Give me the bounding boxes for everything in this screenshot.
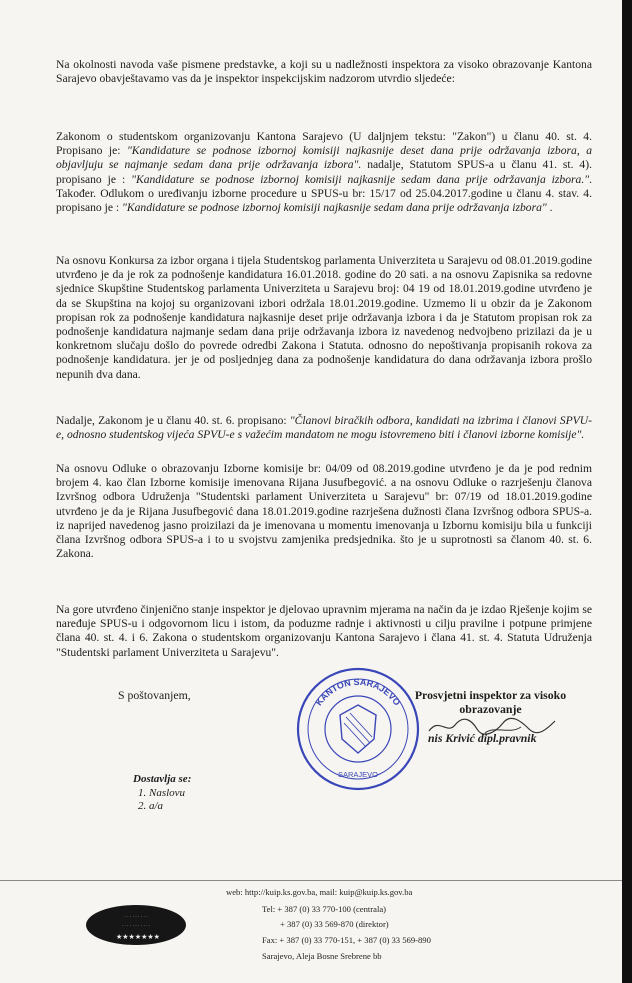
svg-text:· · · · · · · · · · ·: · · · · · · · · · · · [121,923,151,928]
footer-phone-central: Tel: + 387 (0) 33 770-100 (centrala) [262,904,387,914]
measures-paragraph: Na gore utvrđeno činjenično stanje inspektor je djelovao upravnim mjerama na način da je izdao Rješenje kojim se naređuje SPUS-u i odgovornom licu i istom, da poduzme radnje i aktivnosti u cilju pravilne i potpune primjene člana 40. st. 4. i 6. Zakona o studentskom organizovanju Kantona Sarajevo i člana 41. st. 4. Statuta Udruženja "Studentski parlament Univerziteta u Sarajevu". [56,603,592,659]
footer-address: Sarajevo, Aleja Bosne Srebrene bb [262,951,382,961]
footer-web-mail: web: http://kuip.ks.gov.ba, mail: kuip@kuip.ks.gov.ba [226,887,413,897]
stamp-center-text: SARAJEVO [337,770,379,779]
stamp-top-text: KANTON SARAJEVO [313,676,403,708]
delivery-item: 1. Naslovu [138,786,186,799]
intro-paragraph: Na okolnosti navoda vaše pismene predstavke, a koji su u nadležnosti inspektora za visoko obrazovanje Kantona Sarajevo obavještavamo vas da je inspektor inspekcijskim nadzorom utvrdio sljedeće: [56,58,592,86]
inspector-title-line: obrazovanje [459,702,522,716]
text-segment: Zakonom o studentskom organizovanju Kantona Sarajevo (U daljnjem tekstu: "Zakon") u članu 40. st. 4. Propisano je: [56,130,592,158]
svg-text:· · · · · · · · ·: · · · · · · · · · [124,914,148,919]
svg-text:KANTON SARAJEVO [314,677,403,707]
delivery-list [133,773,191,814]
inspector-title [403,688,578,716]
text-segment: . [546,201,553,215]
member-finding-paragraph: Na osnovu Odluke o obrazovanju Izborne komisije br: 04/09 od 08.2019.godine utvrđeno je da je pod rednim brojem 4. kao član Izborne komisije imenovana Rijana Jusufbegović. a na osnovu Odluke o razrješenju članova Izvršnog odbora Udruženja "Studentski parlament Univerziteta u Sarajevu" br: 07/19 od 18.01.2019.godine utvrđeno je da je Rijana Jusufbegović dana 18.01.2019.godine razrješena dužnosti člana Izvršnog odbora SPUS-a. iz naprijed navedenog jasno proizilazi da je imenovana u momentu imenovanja u Izbornu komisiju bila u funkciji člana Izvršnog odbora SPUS-a i to u svojstvu zamjenika predsjednika. što je u suprotnosti sa članom 40. st. 6. Zakona. [56,462,592,561]
official-stamp [288,665,428,793]
footer-fax: Fax: + 387 (0) 33 770-151, + 387 (0) 33 569-890 [262,935,431,945]
institution-logo [84,903,188,947]
legal-basis-paragraph [56,130,592,215]
text-segment: . Također. Odlukom o uređivanju izborne procedure u SPUS-u br: 15/17 od 25.04.2017.godine u članu 4. stav. 4. propisano je : [56,172,592,215]
quote-segment: "Kandidature se podnose izbornoj komisiji najkasnije deset dana prije održavanja izbora, a objavljuju se najmanje sedam dana prije održavanja izbora". [56,144,592,172]
inspector-name: nis Krivić dipl.pravnik [428,731,537,745]
deadline-finding-paragraph: Na osnovu Konkursa za izbor organa i tijela Studentskog parlamenta Univerziteta u Sarajevu od 08.01.2019.godine utvrđeno je da je rok za podnošenje kandidatura 16.01.2018. godine do 20 sati. a na osnovu Zapisnika sa redovne sjednice Skupštine Studentskog parlamenta Univerziteta u Sarajevu broj: 04 19 od 18.01.2019.godine utvrđeno je da se Skupština na kojoj su organizovani izbori održala 18.01.2019.godine. Uzmemo li u obzir da je Zakonom propisan rok za podnošenje kandidatura najkasnije deset prije održavanja izbora i da je Statutom propisan rok za podnošenje kandidatura najmanje sedam dana prije održavanja izbora iz navedenog nedvojbeno prizilazi da je u konkretnom slučaju došlo do povrede odredbi Zakona i Statuta. odnosno do nepoštivanja propisanih rokova za podnošenje kandidatura. jer je od posljednjeg dana za podnošenje kandidatura do dana održavanja izbora prošlo nepunih dva dana. [56,254,592,381]
footer-phone-director: + 387 (0) 33 569-870 (direktor) [280,919,389,929]
delivery-heading: Dostavlja se: [133,773,192,785]
quote-segment: "Članovi biračkih odbora, kandidati na izbrima i članovi SPVU-e, odnosno studentskog vijeća SPVU-e s važećim mandatom ne mogu istovremeno biti i članovi izborne komisije". [56,414,592,442]
greeting: S poštovanjem, [118,688,191,702]
inspector-title-line: Prosvjetni inspektor za visoko [414,688,567,702]
delivery-item: 2. a/a [138,800,164,812]
commission-rule-paragraph [56,414,592,442]
svg-text:★★★★★★★: ★★★★★★★ [116,933,160,941]
quote-segment: "Kandidature se podnose izbornoj komisiji najkasnije sedam dana prije održavanja izbora" [122,201,547,215]
text-segment: Nadalje, Zakonom je u članu 40. st. 6. propisano: [56,414,290,427]
scan-edge [622,0,632,983]
quote-segment: "Kandidature se podnose izbornoj komisiji najkasnije sedam dana prije održavanja izbora." [131,172,590,186]
footer-divider [0,880,632,881]
text-segment: nadalje, Statutom SPUS-a u članu 41. st. 4). propisano je : [56,158,592,186]
